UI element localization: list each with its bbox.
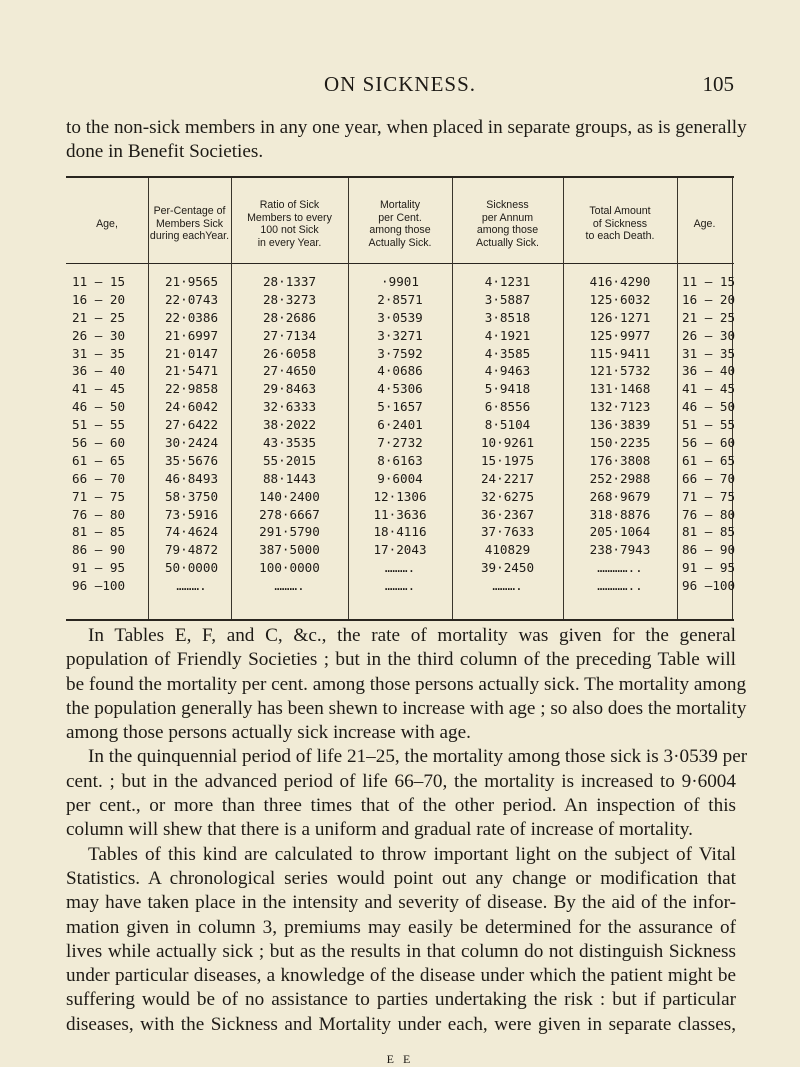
total-sickness-cell: 252·2988 — [589, 470, 651, 486]
age-right-cell: 46 — 50 — [682, 399, 736, 415]
ratio-sick-cell: 100·0000 — [259, 560, 320, 576]
age-right-cell: 81 — 85 — [682, 524, 736, 540]
table-row — [66, 291, 734, 309]
percentage-sick-cell: 35·5676 — [164, 452, 219, 468]
text-line: under particular diseases, a knowledge of the disease under which the patient might be — [66, 965, 736, 987]
text-line: be found the mortality per cent. among those persons actually sick. The mortality among — [66, 673, 747, 695]
body-paragraphs — [66, 624, 748, 1037]
age-right-cell: 51 — 55 — [682, 417, 736, 433]
mortality-cell: 4·5306 — [377, 381, 423, 397]
text-line: suffering would be of no assistance to parties undertaking the risk : but if particular — [66, 989, 736, 1011]
ratio-sick-cell: 55·2015 — [262, 452, 317, 468]
total-sickness-cell: ………….. — [597, 578, 643, 594]
percentage-sick-cell: 74·4624 — [164, 524, 219, 540]
header-ratio-sick: Ratio of Sick Members to every 100 not Sick in every Year. — [247, 199, 332, 249]
ratio-sick-cell: 278·6667 — [259, 506, 320, 522]
text-line: population of Friendly Societies ; but in the third column of the preceding Table will — [66, 649, 736, 671]
sickness-cell: 8·5104 — [484, 417, 531, 433]
ratio-sick-cell: 28·2686 — [262, 309, 317, 325]
mortality-cell: 3·7592 — [377, 345, 423, 361]
percentage-sick-cell: 50·0000 — [164, 560, 219, 576]
mortality-cell: 7·2732 — [377, 435, 423, 451]
age-right-cell: 76 — 80 — [682, 506, 736, 522]
total-sickness-cell: 121·5732 — [589, 363, 651, 379]
mortality-cell: ………. — [384, 578, 416, 594]
age-right-cell: 61 — 65 — [682, 452, 736, 468]
percentage-sick-cell: ………. — [176, 578, 207, 594]
table-row — [66, 345, 734, 363]
total-sickness-cell: ………….. — [597, 560, 643, 576]
sickness-cell: 4·1921 — [484, 327, 531, 343]
text-line: mation given in column 3, premiums may easily be determined for the assurance of — [66, 916, 736, 938]
age-cell: 91 — 95 — [72, 560, 126, 576]
sickness-cell: 36·2367 — [480, 506, 535, 522]
age-cell: 81 — 85 — [72, 524, 126, 540]
age-cell: 56 — 60 — [72, 435, 126, 451]
table-row — [66, 380, 734, 398]
age-right-cell: 31 — 35 — [682, 345, 736, 361]
total-sickness-cell: 132·7123 — [589, 399, 651, 415]
total-sickness-cell: 268·9679 — [589, 488, 651, 504]
age-right-cell: 21 — 25 — [682, 309, 736, 325]
header-age-right: Age. — [693, 217, 716, 230]
header-mortality: Mortality per Cent. among those Actually Sick. — [368, 199, 432, 249]
total-sickness-cell: 176·3808 — [589, 452, 651, 468]
mortality-cell: 4·0686 — [377, 363, 423, 379]
age-cell: 66 — 70 — [72, 470, 126, 486]
sickness-cell: ………. — [492, 578, 523, 594]
ratio-sick-cell: 26·6058 — [262, 345, 317, 361]
ratio-sick-cell: 28·1337 — [262, 274, 317, 289]
text-line: In Tables E, F, and C, &c., the rate of mortality was given for the general — [88, 625, 736, 646]
text-line: Tables of this kind are calculated to throw important light on the subject of Vital — [88, 843, 736, 865]
page-header — [66, 72, 734, 102]
mortality-cell: 3·0539 — [377, 309, 423, 325]
total-sickness-cell: 125·6032 — [589, 291, 651, 307]
age-right-cell: 11 — 15 — [682, 274, 736, 289]
mortality-cell: 12·1306 — [373, 488, 427, 504]
mortality-cell: 11·3636 — [373, 506, 427, 522]
percentage-sick-cell: 22·0386 — [164, 309, 219, 325]
table-row — [66, 398, 734, 416]
age-right-cell: 91 — 95 — [682, 560, 736, 576]
percentage-sick-cell: 79·4872 — [164, 542, 219, 558]
age-cell: 61 — 65 — [72, 452, 126, 468]
text-line: among those persons actually sick increase with age. — [66, 722, 471, 744]
mortality-cell: ………. — [384, 560, 416, 576]
age-right-cell: 96 —100 — [682, 578, 736, 594]
text-line: Statistics. A chronological series would point out any change or modification that — [66, 867, 736, 889]
age-right-cell: 66 — 70 — [682, 470, 736, 486]
mortality-cell: 2·8571 — [377, 291, 423, 307]
mortality-cell: 3·3271 — [377, 327, 423, 343]
ratio-sick-cell: 88·1443 — [262, 470, 317, 486]
ratio-sick-cell: 27·7134 — [262, 327, 317, 343]
age-cell: 26 — 30 — [72, 327, 126, 343]
percentage-sick-cell: 21·0147 — [164, 345, 219, 361]
percentage-sick-cell: 22·0743 — [164, 291, 219, 307]
header-sickness-per-annum: Sickness per Annum among those Actually Sick. — [476, 199, 539, 249]
header-age: Age, — [96, 217, 118, 230]
sickness-cell: 410829 — [484, 542, 531, 558]
total-sickness-cell: 205·1064 — [589, 524, 651, 540]
total-sickness-cell: 150·2235 — [589, 435, 651, 451]
age-cell: 16 — 20 — [72, 291, 126, 307]
age-right-cell: 36 — 40 — [682, 363, 736, 379]
table-row — [66, 523, 734, 541]
mortality-cell: 18·4116 — [373, 524, 427, 540]
table-row — [66, 362, 734, 380]
sickness-cell: 15·1975 — [480, 452, 535, 468]
page-number: 105 — [702, 72, 734, 96]
age-cell: 51 — 55 — [72, 417, 126, 433]
table-row — [66, 577, 734, 595]
age-cell: 41 — 45 — [72, 381, 126, 397]
header-total-sickness: Total Amount of Sickness to each Death. — [585, 205, 655, 243]
age-right-cell: 26 — 30 — [682, 327, 736, 343]
sickness-cell: 3·8518 — [484, 309, 531, 325]
text-line: In the quinquennial period of life 21–25, the mortality among those sick is 3·0539 per — [88, 746, 748, 768]
mortality-cell: 5·1657 — [377, 399, 423, 415]
percentage-sick-cell: 21·5471 — [164, 363, 219, 379]
ratio-sick-cell: 27·4650 — [262, 363, 317, 379]
mortality-cell: ·9901 — [381, 274, 419, 289]
signature-mark: E E — [386, 1052, 414, 1066]
mortality-cell: 17·2043 — [373, 542, 427, 558]
percentage-sick-cell: 21·6997 — [164, 327, 219, 343]
age-right-cell: 41 — 45 — [682, 381, 736, 397]
running-title: ON SICKNESS. — [323, 72, 477, 96]
table-body — [66, 273, 734, 595]
mortality-cell: 9·6004 — [377, 470, 423, 486]
intro-paragraph — [66, 116, 747, 165]
table-row — [66, 273, 734, 291]
ratio-sick-cell: 29·8463 — [262, 381, 317, 397]
text-line: cent. ; but in the advanced period of life 66–70, the mortality is increased to 9·6004 — [66, 770, 736, 792]
text-line: column will shew that there is a uniform and gradual rate of increase of mortality. — [66, 819, 693, 841]
table-row — [66, 470, 734, 488]
age-cell: 96 —100 — [72, 578, 126, 594]
sickness-cell: 10·9261 — [480, 435, 535, 451]
table-row — [66, 434, 734, 452]
table-row — [66, 559, 734, 577]
total-sickness-cell: 115·9411 — [589, 345, 651, 361]
age-cell: 76 — 80 — [72, 506, 126, 522]
percentage-sick-cell: 22·9858 — [164, 381, 219, 397]
sickness-cell: 3·5887 — [484, 291, 531, 307]
text-line: lives while actually sick ; but as the results in that column do not distinguish Sickness — [66, 940, 736, 962]
ratio-sick-cell: 32·6333 — [262, 399, 317, 415]
total-sickness-cell: 318·8876 — [589, 506, 651, 522]
ratio-sick-cell: 28·3273 — [262, 291, 317, 307]
sickness-cell: 4·3585 — [484, 345, 531, 361]
ratio-sick-cell: ………. — [274, 578, 305, 594]
age-right-cell: 56 — 60 — [682, 435, 736, 451]
ratio-sick-cell: 387·5000 — [259, 542, 320, 558]
text-line: per cent., or more than three times that of the other period. An inspection of this — [66, 795, 736, 817]
table-row — [66, 488, 734, 506]
table-row — [66, 452, 734, 470]
percentage-sick-cell: 27·6422 — [164, 417, 219, 433]
age-right-cell: 16 — 20 — [682, 291, 736, 307]
ratio-sick-cell: 38·2022 — [262, 417, 317, 433]
age-cell: 46 — 50 — [72, 399, 126, 415]
age-cell: 71 — 75 — [72, 488, 126, 504]
age-cell: 11 — 15 — [72, 274, 126, 289]
sickness-cell: 39·2450 — [480, 560, 535, 576]
table-row — [66, 416, 734, 434]
header-rule — [66, 263, 734, 264]
mortality-cell: 8·6163 — [377, 452, 423, 468]
age-right-cell: 86 — 90 — [682, 542, 736, 558]
text-line: to the non-sick members in any one year, when placed in separate groups, as is generally — [66, 117, 747, 138]
percentage-sick-cell: 21·9565 — [164, 274, 219, 289]
total-sickness-cell: 416·4290 — [589, 274, 651, 289]
ratio-sick-cell: 43·3535 — [262, 435, 317, 451]
total-sickness-cell: 238·7943 — [589, 542, 651, 558]
table-row — [66, 541, 734, 559]
sickness-cell: 5·9418 — [484, 381, 531, 397]
text-line: done in Benefit Societies. — [66, 141, 264, 163]
table-row — [66, 309, 734, 327]
table-row — [66, 506, 734, 524]
sickness-cell: 32·6275 — [480, 488, 535, 504]
table-row — [66, 327, 734, 345]
ratio-sick-cell: 140·2400 — [259, 488, 320, 504]
percentage-sick-cell: 30·2424 — [164, 435, 219, 451]
sickness-cell: 24·2217 — [480, 470, 535, 486]
sickness-cell: 6·8556 — [484, 399, 531, 415]
age-cell: 31 — 35 — [72, 345, 126, 361]
total-sickness-cell: 125·9977 — [589, 327, 651, 343]
sickness-cell: 4·9463 — [484, 363, 531, 379]
sickness-table — [66, 176, 734, 622]
total-sickness-cell: 126·1271 — [589, 309, 651, 325]
percentage-sick-cell: 46·8493 — [164, 470, 219, 486]
age-cell: 36 — 40 — [72, 363, 126, 379]
sickness-cell: 4·1231 — [484, 274, 531, 289]
age-right-cell: 71 — 75 — [682, 488, 736, 504]
age-cell: 86 — 90 — [72, 542, 126, 558]
percentage-sick-cell: 24·6042 — [164, 399, 219, 415]
age-cell: 21 — 25 — [72, 309, 126, 325]
header-percentage-sick: Per-Centage of Members Sick during eachYear. — [149, 205, 230, 243]
sickness-cell: 37·7633 — [480, 524, 535, 540]
total-sickness-cell: 136·3839 — [589, 417, 651, 433]
percentage-sick-cell: 58·3750 — [164, 488, 219, 504]
mortality-cell: 6·2401 — [377, 417, 423, 433]
text-line: the population generally has been shewn to increase with age ; so also does the mortality — [66, 697, 747, 719]
percentage-sick-cell: 73·5916 — [164, 506, 219, 522]
ratio-sick-cell: 291·5790 — [259, 524, 320, 540]
text-line: diseases, with the Sickness and Mortality under each, were given in separate classes, — [66, 1013, 736, 1035]
text-line: may have taken place in the intensity and severity of disease. By the aid of the infor- — [66, 892, 736, 914]
total-sickness-cell: 131·1468 — [589, 381, 651, 397]
table-frame — [66, 176, 734, 621]
